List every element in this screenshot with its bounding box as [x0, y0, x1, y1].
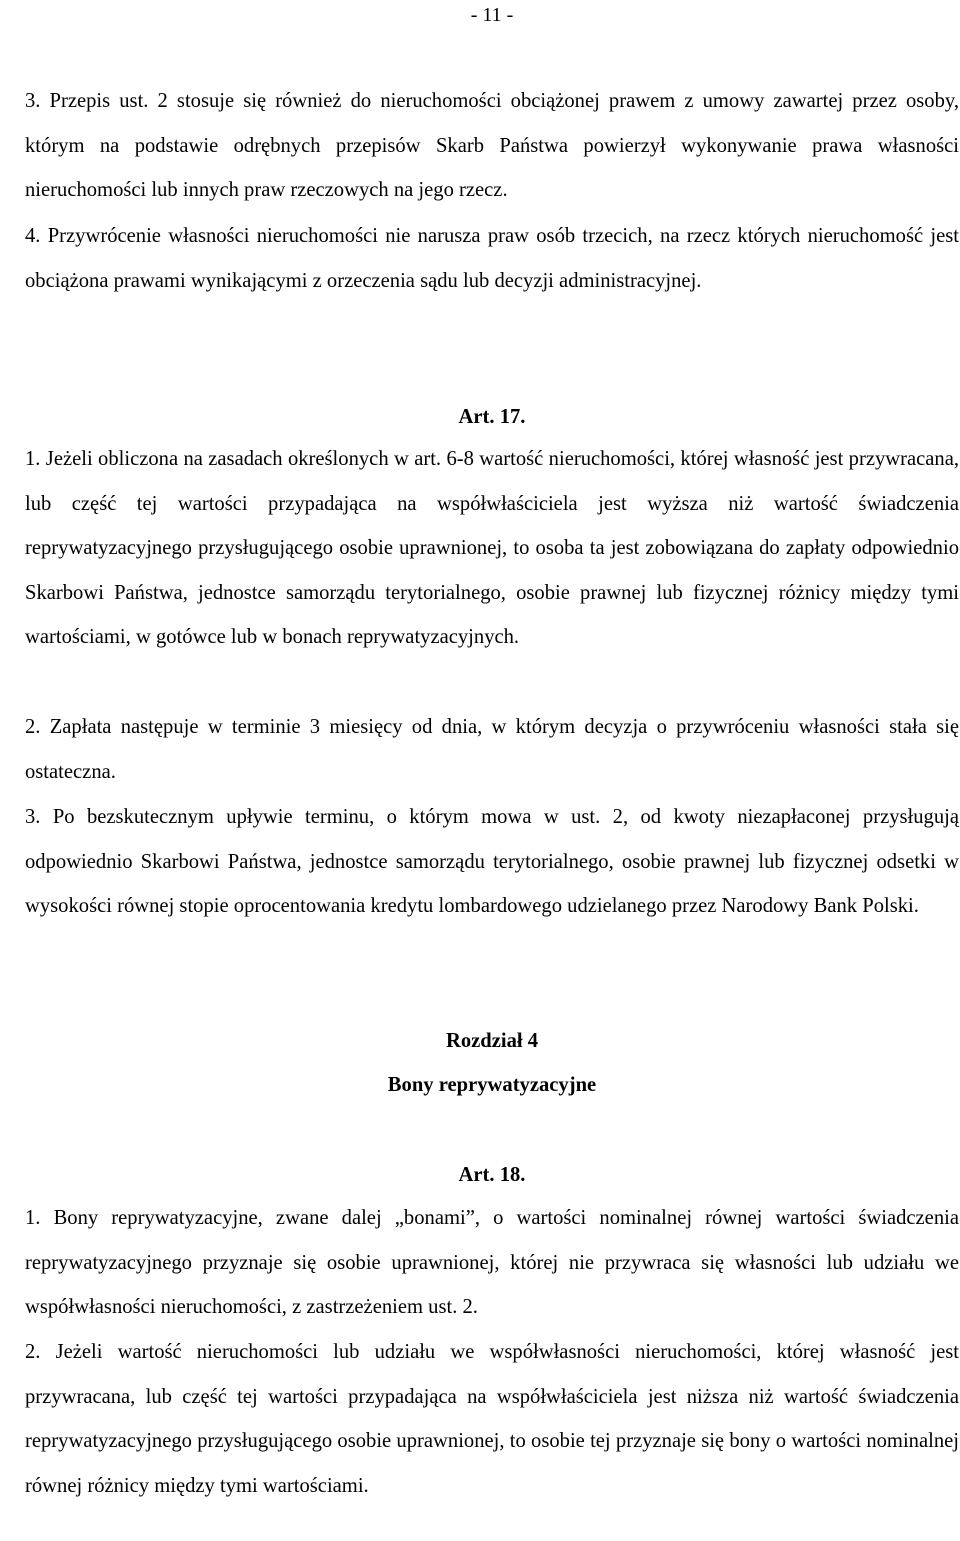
article-18-heading: Art. 18. [458, 1164, 526, 1186]
chapter-number: Rozdział 4 [445, 1030, 539, 1052]
article-17-paragraph-3: 3. Po bezskutecznym upływie terminu, o którym mowa w ust. 2, od kwoty niezapłaconej przysługują odpowiednio Skarbowi Państwa, jednostce samorządu terytorialnego, osobie prawnej lub fizycznej odsetki w wysokości równej stopie oprocentowania kredytu lombardowego udzielanego przez Narodowy Bank Polski. [25, 806, 959, 918]
paragraph-4: 4. Przywrócenie własności nieruchomości nie narusza praw osób trzecich, na rzecz których nieruchomość jest obciążona prawami wynikającymi z orzeczenia sądu lub decyzji administracyjnej. [25, 225, 959, 292]
page-number: - 11 - [470, 4, 514, 26]
chapter-title: Bony reprywatyzacyjne [387, 1074, 597, 1096]
article-18-paragraph-1: 1. Bony reprywatyzacyjne, zwane dalej „bonami”, o wartości nominalnej równej wartości świadczenia reprywatyzacyjnego przyznaje się osobie uprawnionej, której nie przywraca się własności lub udziału we współwłasności nieruchomości, z zastrzeżeniem ust. 2. [25, 1207, 959, 1319]
article-18-paragraph-2: 2. Jeżeli wartość nieruchomości lub udziału we współwłasności nieruchomości, której własność jest przywracana, lub część tej wartości przypadająca na współwłaściciela jest niższa niż wartość świadczenia reprywatyzacyjnego przysługującego osobie uprawnionej, to osobie tej przyznaje się bony o wartości nominalnej równej różnicy między tymi wartościami. [25, 1341, 959, 1497]
article-17-paragraph-1: 1. Jeżeli obliczona na zasadach określonych w art. 6-8 wartość nieruchomości, której własność jest przywracana, lub część tej wartości przypadająca na współwłaściciela jest wyższa niż wartość świadczenia reprywatyzacyjnego przysługującego osobie uprawnionej, to osoba ta jest zobowiązana do zapłaty odpowiednio Skarbowi Państwa, jednostce samorządu terytorialnego, osobie prawnej lub fizycznej różnicy między tymi wartościami, w gotówce lub w bonach reprywatyzacyjnych. [25, 448, 959, 649]
article-17-heading: Art. 17. [458, 406, 526, 428]
paragraph-3: 3. Przepis ust. 2 stosuje się również do nieruchomości obciążonej prawem z umowy zawartej przez osoby, którym na podstawie odrębnych przepisów Skarb Państwa powierzył wykonywanie prawa własności nieruchomości lub innych praw rzeczowych na jego rzecz. [25, 90, 959, 202]
article-17-paragraph-2: 2. Zapłata następuje w terminie 3 miesięcy od dnia, w którym decyzja o przywróceniu własności stała się ostateczna. [25, 716, 959, 783]
